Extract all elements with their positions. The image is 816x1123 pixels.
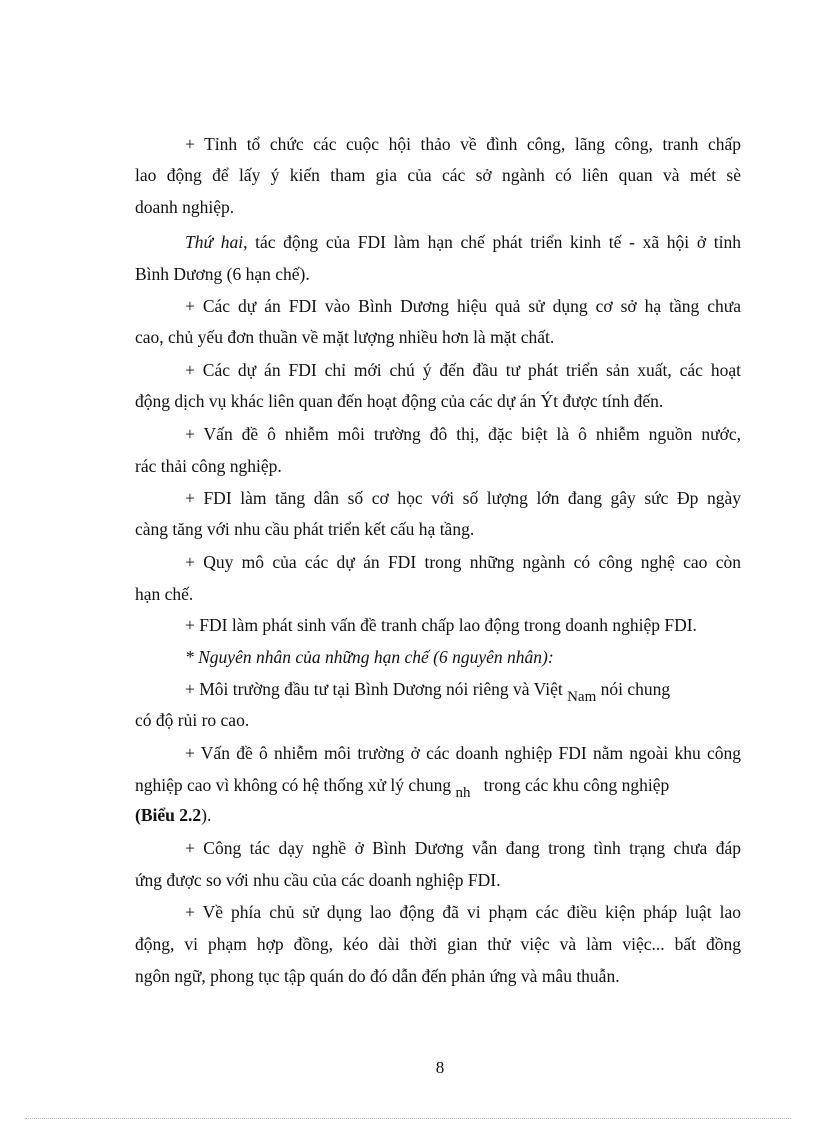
- paragraph-line: cao, chủ yếu đơn thuần về mặt lượng nhiều hơn là mặt chất.: [135, 327, 555, 347]
- paragraph-line: + FDI làm phát sinh vấn đề tranh chấp lao động trong doanh nghiệp FDI.: [185, 615, 697, 635]
- paragraph-line: [185, 232, 741, 252]
- paragraph-line: [135, 775, 741, 801]
- paragraph-line: doanh nghiệp.: [135, 197, 235, 217]
- paragraph-line: + Các dự án FDI chỉ mới chú ý đến đầu tư phát triển sản xuất, các hoạt: [185, 360, 741, 380]
- paragraph-line: động, vi phạm hợp đồng, kéo dài thời gian thử việc và làm việc... bất đồng: [135, 934, 741, 954]
- paragraph-text: , tác động của FDI làm hạn chế phát triển kinh tế - xã hội ở tỉnh: [243, 232, 741, 252]
- paragraph-text: nghiệp cao vì không có hệ thống xử lý chung: [135, 775, 452, 795]
- paragraph-line: Bình Dương (6 hạn chế).: [135, 264, 310, 284]
- section-heading: Thứ hai: [185, 232, 244, 252]
- page-number: 8: [435, 1058, 445, 1077]
- paragraph-line: động dịch vụ khác liên quan đến hoạt động của các dự án Ýt được tính đến.: [135, 391, 664, 411]
- paragraph-text: Nam: [567, 689, 597, 705]
- paragraph-line: hạn chế.: [135, 584, 194, 604]
- paragraph-line: ứng được so với nhu cầu của các doanh nghiệp FDI.: [135, 870, 501, 890]
- paragraph-text: nói chung: [600, 679, 671, 699]
- paragraph-line: + Vấn đề ô nhiễm môi trường ở các doanh nghiệp FDI nằm ngoài khu công: [185, 743, 741, 763]
- paragraph-line: + Tỉnh tổ chức các cuộc hội thảo về đình công, lãng công, tranh chấp: [185, 134, 741, 154]
- paragraph-line: + Quy mô của các dự án FDI trong những ngành có công nghệ cao còn: [185, 552, 741, 572]
- figure-reference: (Biểu 2.2: [135, 805, 202, 825]
- paragraph-text: + Môi trường đầu tư tại Bình Dương nói riêng và Việt: [185, 679, 563, 699]
- paragraph-line: + FDI làm tăng dân số cơ học với số lượng lớn đang gây sức Ðp ngày: [185, 488, 741, 508]
- paragraph-line: rác thải công nghiệp.: [135, 456, 282, 476]
- paragraph-text: ).: [201, 805, 212, 825]
- paragraph-line: ngôn ngữ, phong tục tập quán do đó dẫn đến phản ứng và mâu thuẫn.: [135, 966, 620, 986]
- paragraph-line: có độ rủi ro cao.: [135, 710, 250, 730]
- paragraph-line: + Vấn đề ô nhiễm môi trường đô thị, đặc biệt là ô nhiễm nguồn nước,: [185, 424, 741, 444]
- paragraph-line: + Các dự án FDI vào Bình Dương hiệu quả sử dụng cơ sở hạ tầng chưa: [185, 296, 741, 316]
- paragraph-text: nh: [455, 785, 471, 801]
- paragraph-line: [135, 805, 741, 825]
- paragraph-line: + Công tác dạy nghề ở Bình Dương vẫn đang trong tình trạng chưa đáp: [185, 838, 741, 858]
- paragraph-text: trong các khu công nghiệp: [483, 775, 670, 795]
- causes-heading: * Nguyên nhân của những hạn chế (6 nguyên nhân):: [185, 647, 554, 667]
- paragraph-line: càng tăng với nhu cầu phát triển kết cấu hạ tầng.: [135, 519, 475, 539]
- paragraph-line: [185, 679, 741, 705]
- paragraph-line: lao động để lấy ý kiến tham gia của các sở ngành có liên quan và mét sè: [135, 165, 741, 185]
- footer-divider: [25, 1118, 791, 1119]
- paragraph-line: + Về phía chủ sử dụng lao động đã vi phạm các điều kiện pháp luật lao: [185, 902, 741, 922]
